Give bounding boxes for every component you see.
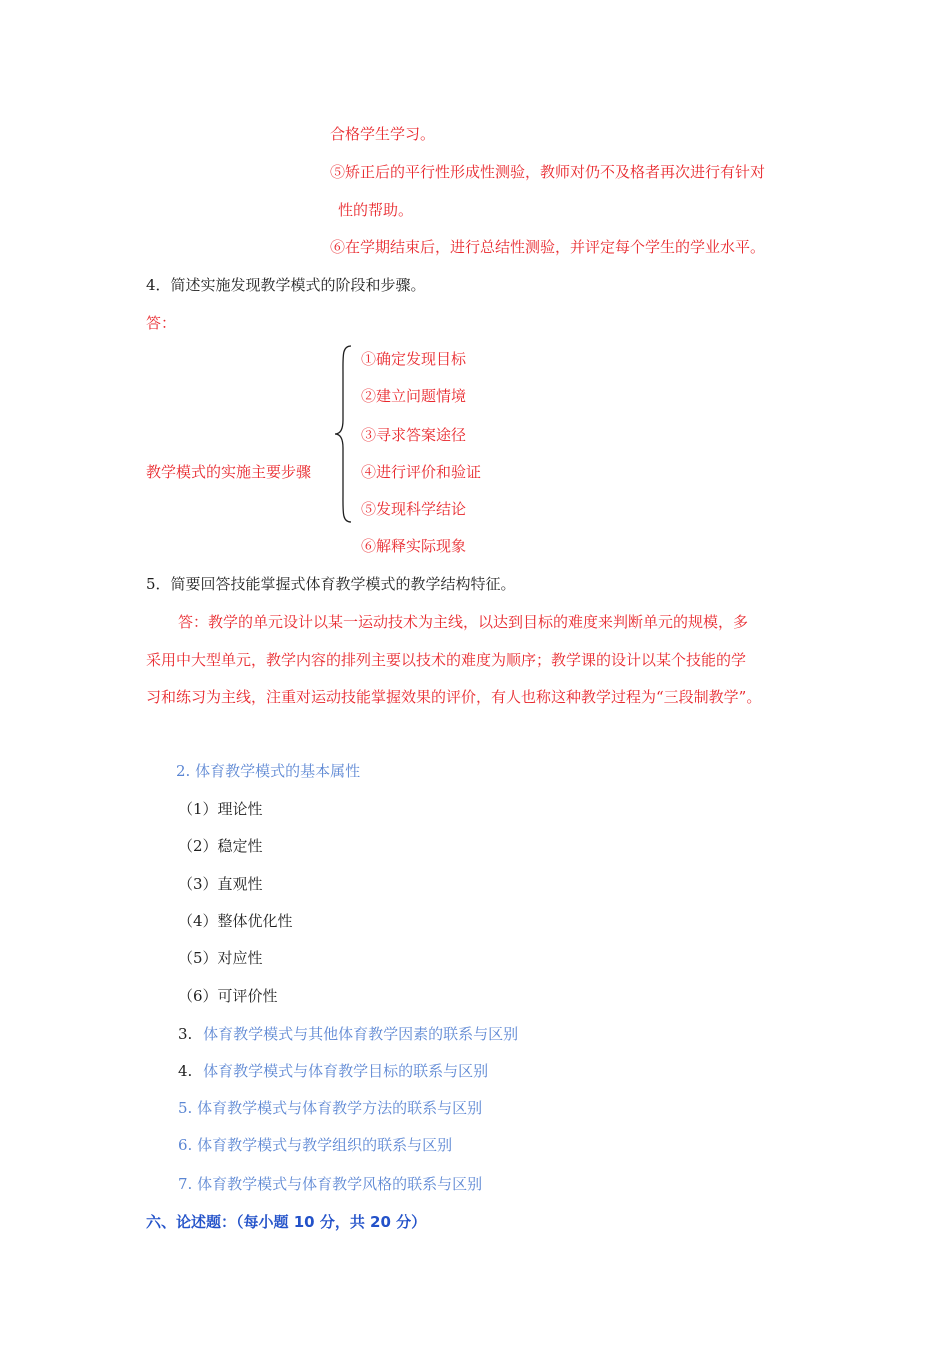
q5-answer-line-3: 习和练习为主线，注重对运动技能掌握效果的评价，有人也称这种教学过程为“三段制教学”。: [146, 688, 762, 706]
brace-label: 教学模式的实施主要步骤: [146, 463, 312, 481]
answer-label-4: 答：: [146, 314, 177, 332]
q4-step-4: ④进行评价和验证: [361, 463, 482, 481]
section-6-title: 六、论述题：（每小题 10 分，共 20 分）: [146, 1213, 427, 1231]
attribute-6: （6）可评价性: [178, 987, 278, 1005]
outline-heading-3-number: 3.: [178, 1025, 193, 1043]
outline-heading-3: [178, 1024, 518, 1044]
outline-heading-2: 2. 体育教学模式的基本属性: [176, 762, 361, 780]
outline-heading-4: [178, 1061, 488, 1081]
attribute-3: （3）直观性: [178, 875, 263, 893]
q5-answer-line-1: 答：教学的单元设计以某一运动技术为主线，以达到目标的难度来判断单元的规模，多: [178, 613, 749, 631]
outline-heading-3-text: 体育教学模式与其他体育教学因素的联系与区别: [203, 1025, 519, 1043]
q4-step-5: ⑤发现科学结论: [361, 500, 467, 518]
attribute-2: （2）稳定性: [178, 837, 263, 855]
q4-step-2: ②建立问题情境: [361, 387, 467, 405]
q5-answer-line-2: 采用中大型单元，教学内容的排列主要以技术的难度为顺序；教学课的设计以某个技能的学: [146, 651, 747, 669]
step4-continuation: 合格学生学习。: [330, 125, 436, 143]
attribute-1: （1）理论性: [178, 800, 263, 818]
q4-step-3: ③寻求答案途径: [361, 426, 467, 444]
outline-heading-4-text: 体育教学模式与体育教学目标的联系与区别: [203, 1062, 489, 1080]
step6-line: ⑥在学期结束后，进行总结性测验，并评定每个学生的学业水平。: [330, 238, 766, 256]
step5-line2: 性的帮助。: [338, 201, 414, 219]
attribute-5: （5）对应性: [178, 949, 263, 967]
question-4: 4．简述实施发现教学模式的阶段和步骤。: [146, 276, 426, 294]
attribute-4: （4）整体优化性: [178, 912, 293, 930]
outline-heading-6: 6. 体育教学模式与教学组织的联系与区别: [178, 1136, 453, 1154]
step5-line1: ⑤矫正后的平行性形成性测验，教师对仍不及格者再次进行有针对: [330, 163, 766, 181]
outline-heading-5: 5. 体育教学模式与体育教学方法的联系与区别: [178, 1099, 483, 1117]
outline-heading-4-number: 4.: [178, 1062, 193, 1080]
curly-brace-icon: [334, 344, 354, 524]
q4-step-1: ①确定发现目标: [361, 350, 467, 368]
outline-heading-7: 7. 体育教学模式与体育教学风格的联系与区别: [178, 1175, 483, 1193]
q4-step-6: ⑥解释实际现象: [361, 537, 467, 555]
question-5: 5．简要回答技能掌握式体育教学模式的教学结构特征。: [146, 575, 516, 593]
